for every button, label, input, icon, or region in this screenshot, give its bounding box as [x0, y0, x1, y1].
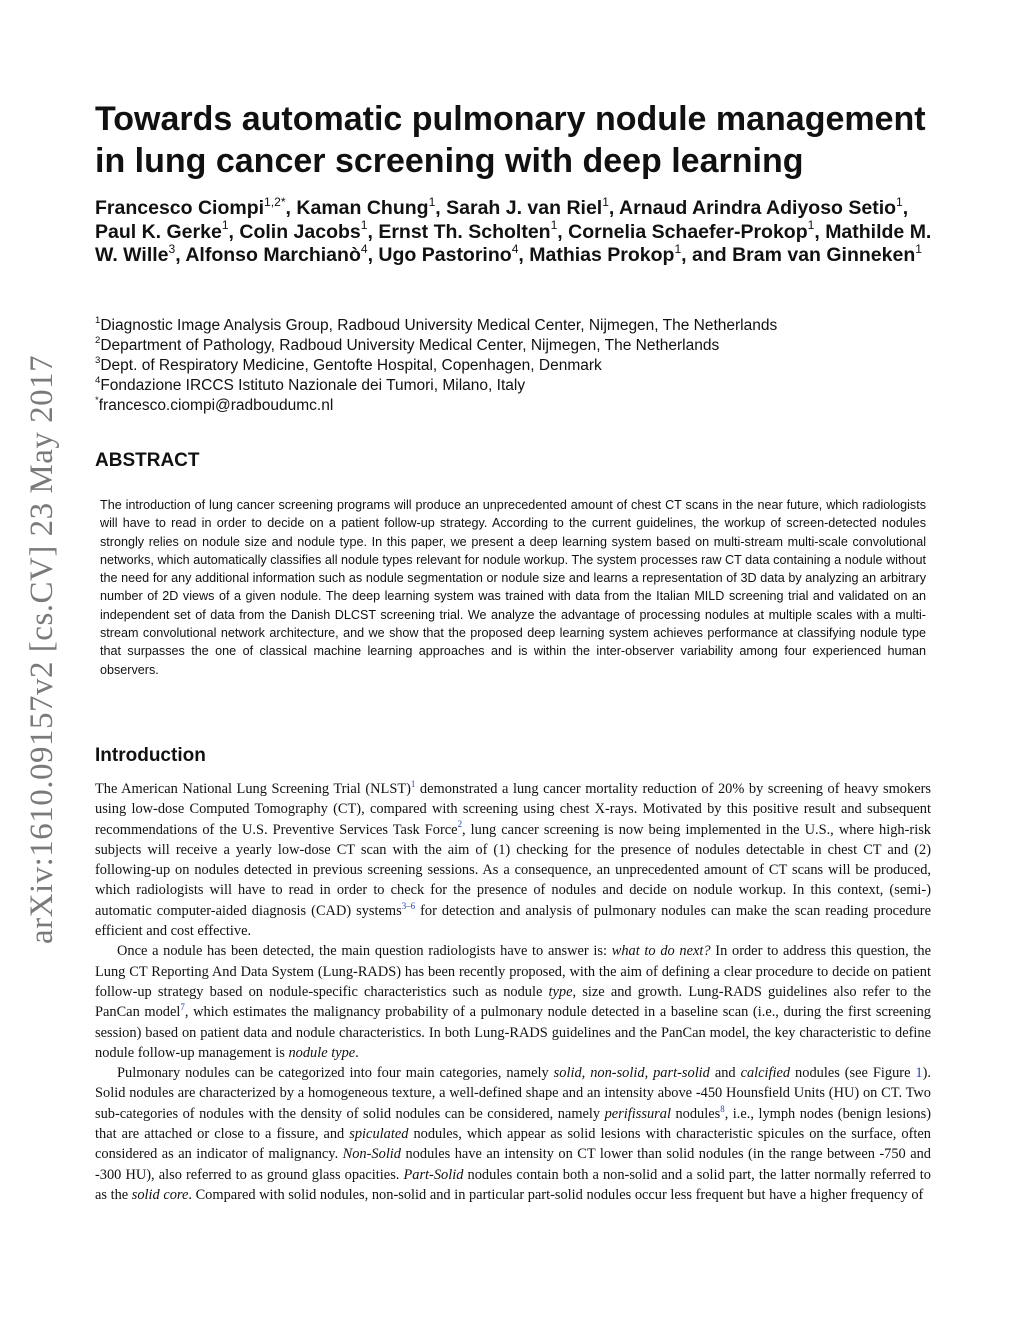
emphasis: type: [548, 983, 573, 1000]
emphasis: Non-Solid: [342, 1146, 402, 1163]
paragraph: [95, 941, 931, 1063]
author-affiliation-mark: 1: [221, 218, 229, 233]
text-run: , i.e., lymph nodes (benign lesions) that are attached or close to a fissure, and: [95, 1105, 932, 1143]
text-run: nodules, which appear as solid lesions with characteristic spicules on the surface, often considered as an indicator of malignancy.: [95, 1126, 931, 1163]
citation-link[interactable]: 7: [180, 1002, 185, 1013]
affiliation-text: Fondazione IRCCS Istituto Nazionale dei Tumori, Milano, Italy: [100, 377, 526, 394]
text-run: . Compared with solid nodules, non-solid and in particular part-solid nodules occur less frequent but have a higher frequency of: [188, 1186, 924, 1203]
affiliation-mark: 3: [95, 355, 101, 367]
text-run: In order to address this question, the Lung CT Reporting And Data System (Lung-RADS) has been recently proposed, with the aim of defining a clear procedure to decide on patient follow-up strategy based on nodule-specific characteristics such as nodule: [95, 943, 931, 1000]
paragraph: [95, 1063, 931, 1205]
text-run: ). Solid nodules are characterized by a homogeneous texture, a well-defined shape and an intensity above -450 Hounsfield Units (HU) on CT. Two sub-categories of nodules with the density of solid nodules can be considered, namely: [95, 1065, 931, 1122]
author-affiliation-mark: 1: [550, 218, 558, 233]
author-affiliation-mark: 1: [896, 194, 903, 209]
figure-link[interactable]: 1: [915, 1065, 923, 1082]
citation-link[interactable]: 2: [457, 819, 463, 830]
introduction-heading: Introduction: [95, 745, 206, 766]
author-name: Arnaud Arindra Adiyoso Setio: [619, 197, 897, 219]
text-run: Pulmonary nodules can be categorized into four main categories, namely: [117, 1065, 554, 1082]
author-affiliation-mark: 1,2*: [264, 194, 286, 209]
emphasis: spiculated: [349, 1126, 409, 1143]
text-run: nodules (see Figure: [790, 1065, 916, 1082]
emphasis: solid, non-solid, part-solid: [553, 1065, 710, 1082]
text-run: nodules: [670, 1105, 721, 1122]
affiliation-mark: 2: [95, 335, 101, 347]
affiliation-list: [95, 316, 945, 416]
text-run: , lung cancer screening is now being implemented in the U.S., where high-risk subjects will receive a yearly low-dose CT scan with the aim of (1) checking for the presence of nodules detectable in chest CT and (2) following-up on nodules detected in previous screening sessions. As a consequence, an unprecedented amount of CT scans will be produced, which radiologists will have to read in order to check for the presence of nodules and decide on nodule workup. In this context, (semi-) automatic computer-aided diagnosis (CAD) systems: [95, 821, 931, 919]
emphasis: Part-Solid: [403, 1166, 464, 1183]
emphasis: calcified: [740, 1065, 791, 1082]
author-name: Ugo Pastorino: [378, 244, 512, 266]
affiliation-mark: 1: [95, 315, 101, 327]
arxiv-stamp: arXiv:1610.09157v2 [cs.CV] 23 May 2017: [24, 354, 60, 944]
text-run: The American National Lung Screening Trial (NLST): [95, 781, 411, 797]
author-affiliation-mark: 4: [360, 241, 368, 256]
text-run: nodules have an intensity on CT lower than solid nodules (in the range between -750 and -300 HU), also referred to as ground glass opacities.: [95, 1146, 931, 1183]
affiliation-mark: 4: [95, 375, 101, 387]
email-text: francesco.ciompi@radboudumc.nl: [98, 397, 334, 414]
affiliation-mark: *: [95, 395, 99, 407]
affiliation-text: Dept. of Respiratory Medicine, Gentofte Hospital, Copenhagen, Denmark: [100, 357, 602, 374]
author-affiliation-mark: 1: [428, 194, 436, 209]
author-name: Sarah J. van Riel: [446, 197, 603, 219]
affiliation-text: Department of Pathology, Radboud University Medical Center, Nijmegen, The Netherlands: [100, 337, 720, 354]
abstract-text: The introduction of lung cancer screening programs will produce an unprecedented amount of chest CT scans in the near future, which radiologists will have to read in order to decide on a patient follow-up strategy. According to the current guidelines, the workup of screen-detected nodules strongly relies on nodule size and nodule type. In this paper, we present a deep learning system based on multi-stream multi-scale convolutional networks, which automatically classifies all nodule types relevant for nodule workup. The system processes raw CT data containing a nodule without the need for any additional information such as nodule segmentation or nodule size and learns a representation of 3D data by analyzing an arbitrary number of 2D views of a given nodule. The deep learning system was trained with data from the Italian MILD screening trial and validated on an independent set of data from the Danish DLCST screening trial. We analyze the advantage of processing nodules at multiple scales with a multi-stream convolutional network architecture, and we show that the proposed deep learning system achieves performance at classifying nodule type that surpasses the one of classical machine learning approaches and is within the inter-observer variability among four experienced human observers.: [100, 498, 926, 677]
text-run: , size and growth. Lung-RADS guidelines also refer to the PanCan model: [95, 983, 931, 1021]
citation-link[interactable]: 1: [410, 778, 416, 789]
affiliation-item: [95, 336, 945, 356]
affiliation-item: [95, 356, 945, 376]
author-affiliation-mark: 1: [360, 218, 368, 233]
author-name: Paul K. Gerke: [95, 220, 222, 243]
author-name: Ernst Th. Scholten: [378, 220, 551, 243]
text-run: for detection and analysis of pulmonary nodules can make the scan reading procedure efficient and cost effective.: [95, 902, 931, 940]
author-name: Mathilde M. W. Wille: [95, 220, 932, 266]
emphasis: perifissural: [604, 1105, 671, 1122]
author-name: Bram van Ginneken: [732, 244, 916, 266]
citation-link[interactable]: 8: [720, 1103, 725, 1114]
text-run: , which estimates the malignancy probability of a pulmonary nodule detected in a baseline scan (i.e., during the first screening session) based on patient data and nodule characteristics. In both Lung-RADS guidelines and the PanCan model, the key characteristic to define nodule follow-up management is: [95, 1004, 931, 1061]
author-name: Cornelia Schaefer-Prokop: [568, 220, 808, 243]
author-affiliation-mark: 4: [511, 241, 519, 256]
text-run: demonstrated a lung cancer mortality reduction of 20% by screening of heavy smokers using low-dose Computed Tomography (CT), compared with screening using chest X-rays. Motivated by this positive result and subsequent recommendations of the U.S. Preventive Services Task Force: [95, 781, 931, 838]
text-run: .: [355, 1044, 359, 1061]
author-affiliation-mark: 1: [807, 218, 815, 233]
author-affiliation-mark: 1: [602, 194, 609, 209]
author-name: Kaman Chung: [296, 197, 429, 219]
emphasis: what to do next?: [611, 943, 711, 960]
emphasis: solid core: [131, 1186, 189, 1203]
affiliation-item: [95, 376, 945, 396]
author-name: Colin Jacobs: [239, 220, 361, 243]
introduction-body: [95, 779, 931, 1205]
author-name: Francesco Ciompi: [95, 197, 265, 219]
affiliation-item: [95, 316, 945, 336]
author-affiliation-mark: 1: [915, 241, 922, 256]
citation-link[interactable]: 3–6: [401, 900, 416, 911]
paragraph: [95, 779, 931, 941]
page-title: Towards automatic pulmonary nodule management in lung cancer screening with deep learning: [95, 100, 926, 180]
text-run: Once a nodule has been detected, the main question radiologists have to answer is:: [117, 943, 612, 960]
emphasis: nodule type: [288, 1044, 356, 1061]
author-name: Alfonso Marchianò: [185, 244, 361, 266]
text-run: nodules contain both a non-solid and a solid part, the latter normally referred to as the: [95, 1166, 931, 1203]
author-list: Francesco Ciompi$^{1,2*}$, Kaman Chung$^1$, Sarah J. van Riel$^1$, Arnaud Arindra Adiyoso Setio$^1$, Paul K. Gerke$^1$, Colin Jacobs$^1$, Ernst Th. Scholten$^1$, Cornelia Schaefer-Prokop$^1$, Mathilde M. W. Wille$^3$, Alfonso Marchianò$^4$, Ugo Pastorino$^4$, Mathias Prokop$^1$, and Bram van Ginneken$^1$: [95, 194, 932, 266]
author-affiliation-mark: 3: [168, 241, 176, 256]
text-run: and: [709, 1065, 741, 1082]
corresponding-email: [95, 396, 945, 416]
author-name: Mathias Prokop: [529, 244, 675, 266]
author-affiliation-mark: 1: [674, 241, 682, 256]
affiliation-text: Diagnostic Image Analysis Group, Radboud University Medical Center, Nijmegen, The Netherlands: [100, 317, 778, 334]
abstract-heading: ABSTRACT: [95, 450, 200, 471]
